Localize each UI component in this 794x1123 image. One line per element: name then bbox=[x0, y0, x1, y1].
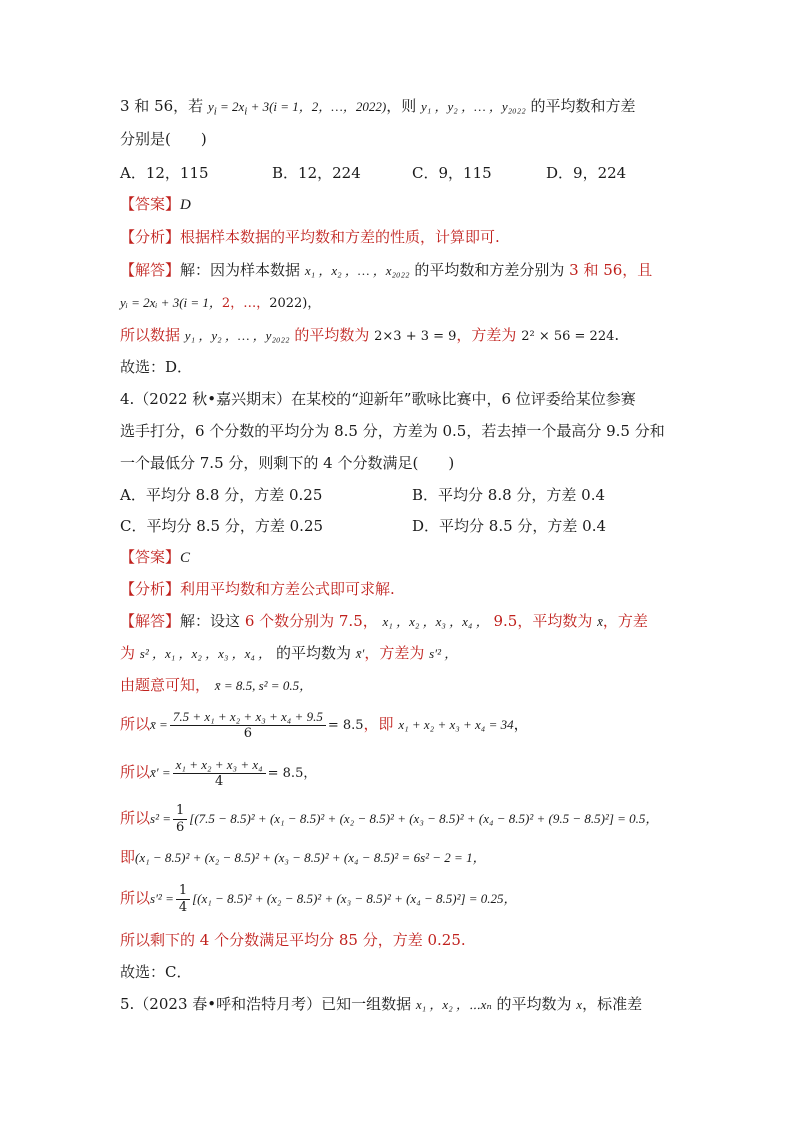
q3-stem-line1: 3 和 56，若 $y_i = 2x_i + 3(i = 1$，2，…，2022)，则 y₁ ，y₂ ，… ，y₂₀₂₂ 的平均数和方差 bbox=[120, 97, 636, 118]
solution-tag: 【解答】 bbox=[120, 612, 181, 630]
q3-y-list: y₁ ，y₂ ，… ，y₂₀₂₂ bbox=[420, 99, 526, 114]
q4-choose: 故选：C． bbox=[120, 963, 192, 981]
fraction: $\frac{\text{7.5 + x₁ + x₂ + x₃ + x₄ + 9.5}}{6}$ bbox=[170, 709, 326, 742]
q3-solution-line2: yᵢ = 2xᵢ + 3(i = 1，2，…，2022)， bbox=[120, 295, 321, 311]
q4-option-a: A．平均分 8.8 分，方差 0.25 bbox=[120, 486, 323, 504]
q5-stem-line1: 5.（2023 春•呼和浩特月考）已知一组数据 x₁ ，x₂ ，⋯xₙ 的平均数为 x，标准差 bbox=[120, 995, 643, 1013]
fraction: $\frac{1}{6}$ bbox=[173, 803, 187, 836]
q3-stem-line2: 分别是( ) bbox=[120, 130, 207, 148]
q4-solution-line9: 所以剩下的 4 个分数满足平均分 85 分，方差 0.25. bbox=[120, 931, 466, 949]
q3-solution-line1: 【解答】解：因为样本数据 x₁ ，x₂ ，… ，x₂₀₂₂ 的平均数和方差分别为 3 和 56，且 bbox=[120, 261, 653, 279]
q4-option-c: C．平均分 8.5 分，方差 0.25 bbox=[120, 517, 324, 535]
q4-solution-line7: 即(x₁ − 8.5)² + (x₂ − 8.5)² + (x₃ − 8.5)² + (x₄ − 8.5)² = 6s² − 2 = 1， bbox=[120, 848, 486, 866]
answer-tag: 【答案】 bbox=[120, 195, 181, 213]
q3-stem-text: 3 和 56，若 bbox=[120, 97, 204, 115]
q4-solution-line6: 所以s² = $\frac{1}{6}$ [(7.5 − 8.5)² + (x₁ − 8.5)² + (x₂ − 8.5)² + (x₃ − 8.5)² + (x₄ − 8.5)² + (9.5 − 8.5)²] = 0.5， bbox=[120, 802, 659, 835]
q4-stem-line1: 4.（2022 秋•嘉兴期末）在某校的“迎新年”歌咏比赛中，6 位评委给某位参赛 bbox=[120, 390, 636, 408]
q4-solution-line5: 所以x̄′ = $\frac{\text{x₁ + x₂ + x₃ + x₄}}{4}$ = 8.5， bbox=[120, 756, 317, 789]
fraction: $\frac{1}{4}$ bbox=[176, 883, 190, 916]
q3-option-a: A．12，115 bbox=[120, 164, 209, 182]
q4-answer: 【答案】C bbox=[120, 548, 191, 566]
q4-solution-line2: 为 s² ，x₁ ，x₂ ，x₃ ，x₄ ， 的平均数为 x̄′，方差为 s′² ， bbox=[120, 644, 458, 662]
analysis-tag: 【分析】 bbox=[120, 580, 181, 598]
solution-tag: 【解答】 bbox=[120, 261, 181, 279]
q4-stem-line3: 一个最低分 7.5 分，则剩下的 4 个分数满足( ) bbox=[120, 454, 455, 472]
q4-solution-line4: 所以x̄ = $\frac{\text{7.5 + x₁ + x₂ + x₃ + x₄ + 9.5}}{6}$ = 8.5，即 x₁ + x₂ + x₃ + x₄ = 34， bbox=[120, 708, 529, 741]
q3-option-b: B．12，224 bbox=[272, 164, 361, 182]
q4-solution-line1: 【解答】解：设这 6 个数分别为 7.5， x₁ ，x₂ ，x₃ ，x₄ ， 9.5，平均数为 x̄，方差 bbox=[120, 612, 648, 630]
q3-option-c: C．9，115 bbox=[412, 164, 492, 182]
q3-choose: 故选：D． bbox=[120, 358, 193, 376]
q3-answer: 【答案】D bbox=[120, 195, 191, 213]
q4-stem-line2: 选手打分，6 个分数的平均分为 8.5 分，方差为 0.5，若去掉一个最高分 9.5 分和 bbox=[120, 422, 665, 440]
q3-formula: $y_i = 2x_i + 3(i = 1$，2，…，2022) bbox=[207, 99, 387, 118]
q4-option-b: B．平均分 8.8 分，方差 0.4 bbox=[412, 486, 606, 504]
q3-option-d: D．9，224 bbox=[546, 164, 627, 182]
q4-solution-line8: 所以s′² = $\frac{1}{4}$ [(x₁ − 8.5)² + (x₂ − 8.5)² + (x₃ − 8.5)² + (x₄ − 8.5)²] = 0.25， bbox=[120, 882, 517, 915]
q3-solution-line3: 所以数据 y₁ ，y₂ ，… ，y₂₀₂₂ 的平均数为 2×3 + 3 = 9，方差为 2² × 56 = 224. bbox=[120, 326, 620, 344]
q4-option-d: D．平均分 8.5 分，方差 0.4 bbox=[412, 517, 607, 535]
fraction: $\frac{\text{x₁ + x₂ + x₃ + x₄}}{4}$ bbox=[173, 757, 266, 790]
q3-analysis: 【分析】根据样本数据的平均数和方差的性质，计算即可. bbox=[120, 228, 500, 246]
answer-tag: 【答案】 bbox=[120, 548, 181, 566]
q4-solution-line3: 由题意可知， x̄ = 8.5, s² = 0.5， bbox=[120, 676, 313, 694]
q4-analysis: 【分析】利用平均数和方差公式即可求解. bbox=[120, 580, 395, 598]
analysis-tag: 【分析】 bbox=[120, 228, 181, 246]
